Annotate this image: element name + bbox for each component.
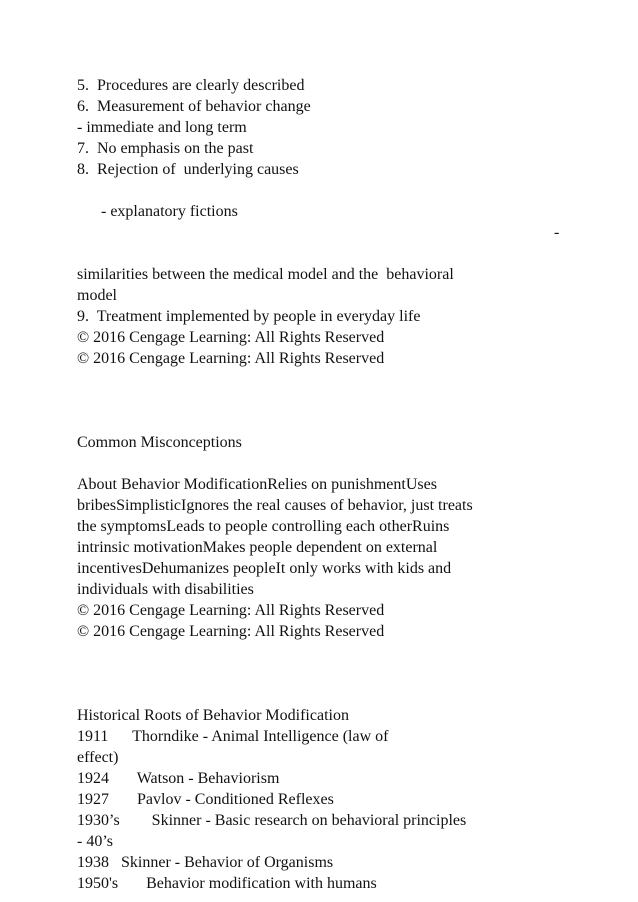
copyright-line: © 2016 Cengage Learning: All Rights Reserved [77, 602, 385, 619]
text-line: - immediate and long term [77, 119, 247, 136]
text-line: the symptomsLeads to people controlling each otherRuins [77, 518, 450, 535]
section-heading: Historical Roots of Behavior Modification [77, 707, 349, 724]
section-misconceptions [77, 432, 567, 642]
text-line: 6. Measurement of behavior change [77, 98, 311, 115]
trailing-dash: - [554, 224, 560, 241]
section-heading: Common Misconceptions [77, 434, 242, 451]
copyright-line: © 2016 Cengage Learning: All Rights Reserved [77, 350, 385, 367]
copyright-line: © 2016 Cengage Learning: All Rights Reserved [77, 329, 385, 346]
copyright-line: © 2016 Cengage Learning: All Rights Reserved [77, 623, 385, 640]
text-line: 7. No emphasis on the past [77, 140, 254, 157]
timeline-line: 1938 Skinner - Behavior of Organisms [77, 854, 334, 871]
timeline-line: effect) [77, 749, 119, 766]
section-historical-roots [77, 705, 567, 894]
timeline-line: - 40’s [77, 833, 113, 850]
document-page [77, 75, 567, 894]
text-line: similarities between the medical model and the behavioral [77, 266, 454, 283]
text-line: 8. Rejection of underlying causes [77, 161, 299, 178]
text-fragment: - explanatory fictions [101, 203, 238, 220]
text-line: model [77, 287, 117, 304]
text-line: individuals with disabilities [77, 581, 254, 598]
timeline-line: 1927 Pavlov - Conditioned Reflexes [77, 791, 334, 808]
text-line [77, 180, 567, 264]
text-line: incentivesDehumanizes peopleIt only works with kids and [77, 560, 452, 577]
text-line: 9. Treatment implemented by people in everyday life [77, 308, 421, 325]
text-line: 5. Procedures are clearly described [77, 77, 305, 94]
timeline-line: 1911 Thorndike - Animal Intelligence (law of [77, 728, 389, 745]
section-principles [77, 75, 567, 369]
timeline-line: 1924 Watson - Behaviorism [77, 770, 280, 787]
text-line: bribesSimplisticIgnores the real causes of behavior, just treats [77, 497, 473, 514]
timeline-line: 1950's Behavior modification with humans [77, 875, 377, 892]
text-line: intrinsic motivationMakes people dependent on external [77, 539, 438, 556]
text-line: About Behavior ModificationRelies on punishmentUses [77, 476, 437, 493]
timeline-line: 1930’s Skinner - Basic research on behavioral principles [77, 812, 467, 829]
